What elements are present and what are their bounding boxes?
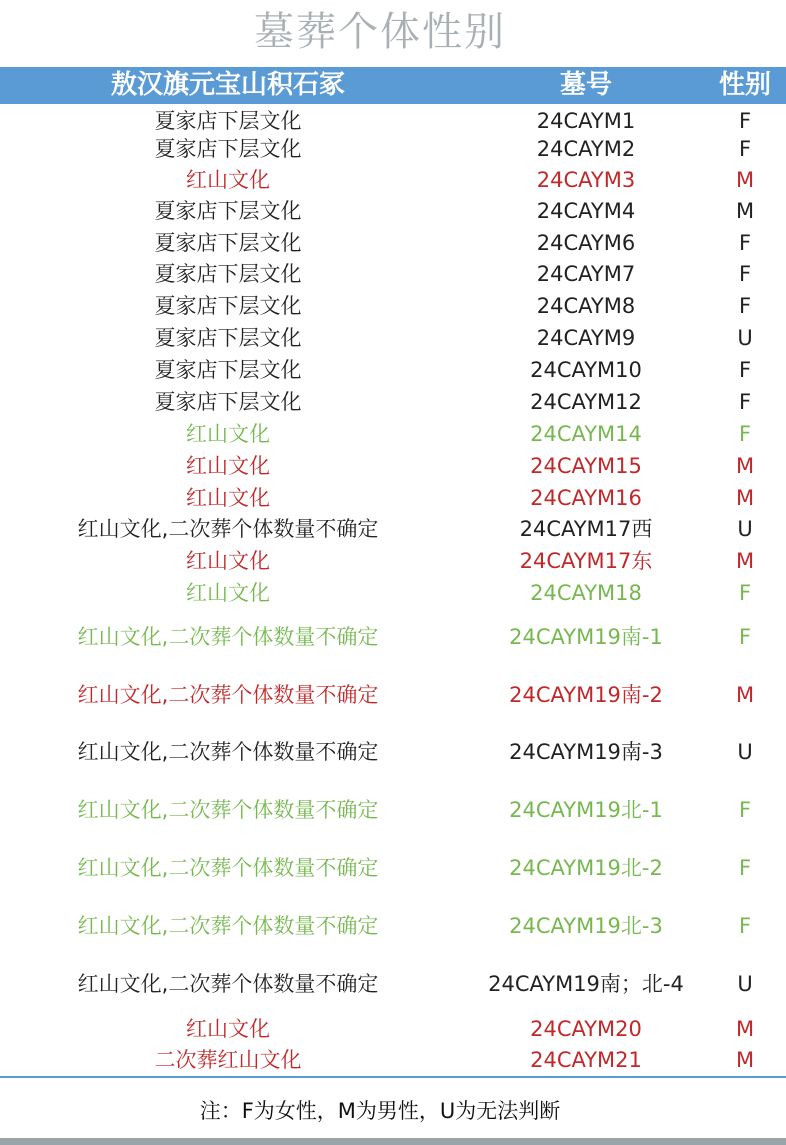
page-title: 墓葬个体性别 — [254, 9, 506, 55]
cell-sex: M — [735, 549, 755, 573]
cell-tomb: 24CAYM19北-3 — [509, 914, 663, 938]
cell-sex: F — [738, 109, 752, 133]
cell-sex: M — [735, 683, 755, 707]
cell-sex: F — [738, 390, 752, 414]
table-row — [0, 451, 786, 481]
cell-culture: 红山文化 — [186, 581, 270, 605]
cell-tomb: 24CAYM9 — [536, 326, 636, 350]
cell-sex: M — [735, 168, 755, 192]
table-row — [0, 259, 786, 289]
cell-sex: F — [738, 422, 752, 446]
table-row — [0, 483, 786, 513]
table-row — [0, 323, 786, 353]
cell-sex: F — [738, 294, 752, 318]
table-row — [0, 795, 786, 825]
cell-tomb: 24CAYM16 — [530, 486, 642, 510]
cell-sex: M — [735, 1048, 755, 1072]
cell-culture: 红山文化,二次葬个体数量不确定 — [77, 914, 379, 938]
cell-sex: F — [738, 581, 752, 605]
table-note: 注：F为女性，M为男性，U为无法判断 — [199, 1099, 561, 1123]
table-header — [0, 67, 786, 104]
cell-sex: F — [738, 798, 752, 822]
cell-tomb: 24CAYM19南；北-4 — [488, 972, 684, 996]
cell-tomb: 24CAYM17西 — [519, 517, 653, 541]
cell-sex: M — [735, 1017, 755, 1041]
cell-sex: F — [738, 358, 752, 382]
cell-tomb: 24CAYM8 — [536, 294, 636, 318]
table-row — [0, 106, 786, 136]
table-row — [0, 737, 786, 767]
cell-tomb: 24CAYM1 — [536, 109, 636, 133]
cell-culture: 红山文化,二次葬个体数量不确定 — [77, 798, 379, 822]
cell-sex: F — [738, 262, 752, 286]
cell-tomb: 24CAYM15 — [530, 454, 642, 478]
table-row — [0, 291, 786, 321]
cell-tomb: 24CAYM3 — [536, 168, 636, 192]
table-row — [0, 134, 786, 164]
table-row — [0, 165, 786, 195]
cell-culture: 红山文化,二次葬个体数量不确定 — [77, 683, 379, 707]
cell-culture: 红山文化 — [186, 486, 270, 510]
table-row — [0, 387, 786, 417]
cell-culture: 二次葬红山文化 — [154, 1048, 302, 1072]
cell-culture: 红山文化,二次葬个体数量不确定 — [77, 740, 379, 764]
cell-sex: U — [737, 740, 753, 764]
cell-culture: 红山文化 — [186, 454, 270, 478]
cell-tomb: 24CAYM14 — [530, 422, 642, 446]
cell-tomb: 24CAYM7 — [536, 262, 636, 286]
cell-tomb: 24CAYM20 — [530, 1017, 642, 1041]
table-row — [0, 419, 786, 449]
cell-tomb: 24CAYM21 — [530, 1048, 642, 1072]
cell-culture: 夏家店下层文化 — [154, 358, 302, 382]
cell-sex: F — [738, 137, 752, 161]
table-row — [0, 680, 786, 710]
cell-tomb: 24CAYM2 — [536, 137, 636, 161]
table-row — [0, 911, 786, 941]
table-row — [0, 546, 786, 576]
table-row — [0, 1014, 786, 1044]
cell-culture: 红山文化 — [186, 1017, 270, 1041]
cell-tomb: 24CAYM19南-3 — [509, 740, 663, 764]
cell-tomb: 24CAYM4 — [536, 199, 636, 223]
cell-sex: F — [738, 856, 752, 880]
cell-culture: 夏家店下层文化 — [154, 262, 302, 286]
cell-sex: M — [735, 454, 755, 478]
table-row — [0, 622, 786, 652]
cell-tomb: 24CAYM6 — [536, 231, 636, 255]
table-row — [0, 228, 786, 258]
cell-culture: 红山文化,二次葬个体数量不确定 — [77, 625, 379, 649]
cell-culture: 夏家店下层文化 — [154, 137, 302, 161]
header-tomb: 墓号 — [559, 70, 612, 100]
cell-sex: M — [735, 486, 755, 510]
cell-culture: 红山文化,二次葬个体数量不确定 — [77, 517, 379, 541]
cell-culture: 夏家店下层文化 — [154, 294, 302, 318]
header-sex: 性别 — [718, 70, 771, 100]
table-row — [0, 578, 786, 608]
cell-tomb: 24CAYM19南-1 — [509, 625, 663, 649]
cell-culture: 红山文化,二次葬个体数量不确定 — [77, 856, 379, 880]
cell-culture: 红山文化 — [186, 422, 270, 446]
cell-culture: 红山文化,二次葬个体数量不确定 — [77, 972, 379, 996]
cell-sex: F — [738, 231, 752, 255]
cell-sex: M — [735, 199, 755, 223]
cell-sex: U — [737, 517, 753, 541]
cell-culture: 夏家店下层文化 — [154, 199, 302, 223]
cell-culture: 夏家店下层文化 — [154, 326, 302, 350]
table-row — [0, 355, 786, 385]
header-site: 敖汉旗元宝山积石冢 — [110, 70, 345, 100]
bottom-frame-bar — [0, 1138, 786, 1145]
cell-sex: U — [737, 972, 753, 996]
table-row — [0, 514, 786, 544]
cell-tomb: 24CAYM12 — [530, 390, 642, 414]
cell-culture: 红山文化 — [186, 549, 270, 573]
cell-sex: U — [737, 326, 753, 350]
cell-culture: 夏家店下层文化 — [154, 390, 302, 414]
cell-culture: 红山文化 — [186, 168, 270, 192]
table-row — [0, 969, 786, 999]
table-row — [0, 196, 786, 226]
cell-tomb: 24CAYM19北-2 — [509, 856, 663, 880]
cell-tomb: 24CAYM18 — [530, 581, 642, 605]
cell-tomb: 24CAYM19北-1 — [509, 798, 663, 822]
cell-tomb: 24CAYM19南-2 — [509, 683, 663, 707]
table-bottom-rule — [0, 1076, 786, 1078]
cell-culture: 夏家店下层文化 — [154, 231, 302, 255]
cell-tomb: 24CAYM10 — [530, 358, 642, 382]
table-row — [0, 853, 786, 883]
table-row — [0, 1045, 786, 1075]
cell-sex: F — [738, 625, 752, 649]
cell-sex: F — [738, 914, 752, 938]
cell-tomb: 24CAYM17东 — [519, 549, 653, 573]
cell-culture: 夏家店下层文化 — [154, 109, 302, 133]
